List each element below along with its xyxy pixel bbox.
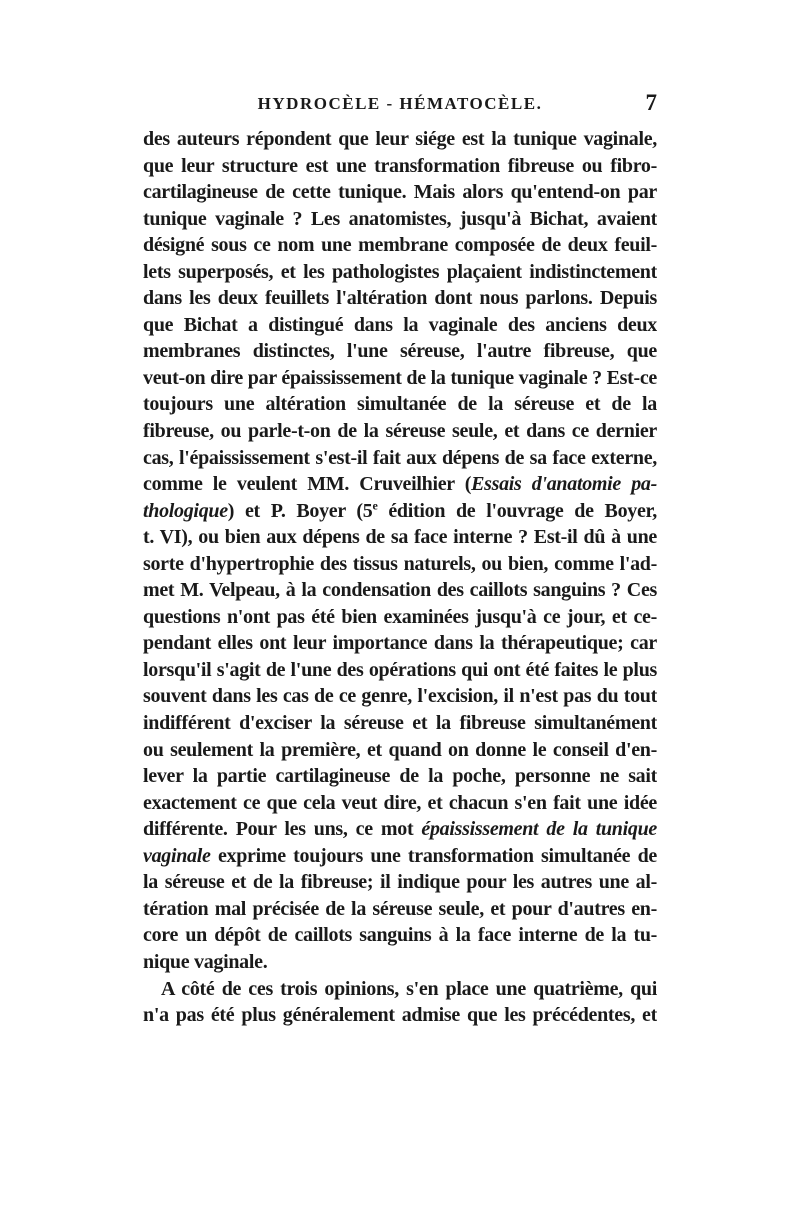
text-line: pendant elles ont leur importance dans la thérapeutique; car [143,632,657,655]
text-line: dans les deux feuillets l'altération dont nous parlons. Depuis [143,287,657,310]
text-line: cas, l'épaississement s'est-il fait aux dépens de sa face externe, [143,446,657,469]
text-segment: ) et P. Boyer (5 [227,499,373,522]
text-line: tunique vaginale ? Les anatomistes, jusqu'à Bichat, avaient [143,207,657,230]
text-line: toujours une altération simultanée de la séreuse et de la [143,393,657,416]
italic-title: thologique [143,499,228,522]
superscript: e [372,498,378,512]
text-segment: comme le veulent MM. Cruveilhier ( [143,473,472,496]
italic-phrase: vaginale [143,844,211,867]
text-line: lets superposés, et les pathologistes plaçaient indistinctement [143,260,657,283]
text-segment: différente. Pour les uns, ce mot [143,818,422,841]
text-line [143,816,657,843]
text-line: met M. Velpeau, à la condensation des caillots sanguins ? Ces [143,579,657,602]
italic-phrase: épaississement de la tunique [421,818,657,841]
page-number: 7 [645,90,657,115]
text-segment: exprime toujours une transformation simultanée de [210,844,657,867]
text-line: désigné sous ce nom une membrane composée de deux feuil- [143,234,657,257]
running-title: HYDROCÈLE - HÉMATOCÈLE. [257,94,543,113]
text-line: ou seulement la première, et quand on donne le conseil d'en- [143,738,657,761]
body-text [143,126,657,1029]
text-line: indifférent d'exciser la séreuse et la fibreuse simultanément [143,712,657,735]
text-line: nique vaginale. [143,950,268,973]
text-line: veut-on dire par épaississement de la tunique vaginale ? Est-ce [143,366,657,389]
text-line: cartilagineuse de cette tunique. Mais alors qu'entend-on par [143,181,657,204]
text-line: que Bichat a distingué dans la vaginale des anciens deux [143,313,657,336]
text-line: sorte d'hypertrophie des tissus naturels, ou bien, comme l'ad- [143,552,657,575]
text-line: membranes distinctes, l'une séreuse, l'autre fibreuse, que [143,340,657,363]
text-line: la séreuse et de la fibreuse; il indique pour les autres une al- [143,871,657,894]
text-line: lever la partie cartilagineuse de la poche, personne ne sait [143,765,657,788]
text-line [143,471,657,498]
text-line: fibreuse, ou parle-t-on de la séreuse seule, et dans ce dernier [143,420,657,443]
text-line: souvent dans les cas de ce genre, l'excision, il n'est pas du tout [143,685,657,708]
text-line: n'a pas été plus généralement admise que les précédentes, et [143,1004,657,1027]
text-line: core un dépôt de caillots sanguins à la face interne de la tu- [143,924,657,947]
text-line: exactement ce que cela veut dire, et chacun s'en fait une idée [143,791,657,814]
italic-title: Essais d'anatomie pa- [471,473,657,496]
text-segment: édition de l'ouvrage de Boyer, [377,499,657,522]
text-line [143,843,657,870]
text-line: A côté de ces trois opinions, s'en place une quatrième, qui [161,977,657,1000]
text-line: lorsqu'il s'agit de l'une des opérations qui ont été faites le plus [143,658,657,681]
text-line: t. VI), ou bien aux dépens de sa face interne ? Est-il dû à une [143,526,657,549]
text-line: questions n'ont pas été bien examinées jusqu'à ce jour, et ce- [143,605,657,628]
text-line [143,498,657,525]
text-line: des auteurs répondent que leur siége est la tunique vaginale, [143,128,657,150]
text-line: que leur structure est une transformation fibreuse ou fibro- [143,154,657,177]
text-line: tération mal précisée de la séreuse seule, et pour d'autres en- [143,897,657,920]
running-head [143,90,657,124]
